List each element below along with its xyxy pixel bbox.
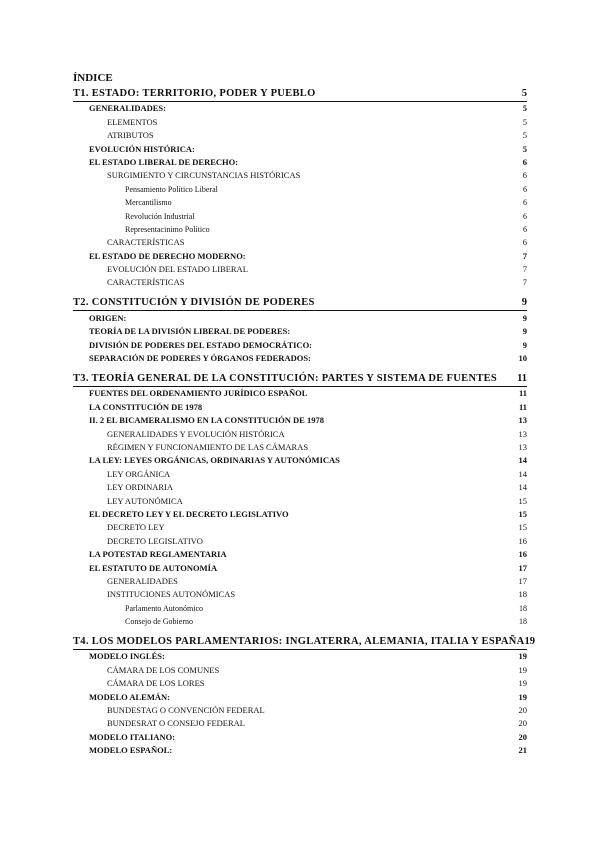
toc-page-number: 6 [522, 170, 527, 181]
toc-entry[interactable] [73, 650, 527, 663]
toc-entry-text: EL ESTADO DE DERECHO MODERNO: [89, 250, 246, 261]
toc-entry[interactable] [73, 156, 527, 169]
toc-entry[interactable] [73, 263, 527, 276]
toc-page-number: 17 [518, 562, 527, 573]
toc-page-number: 14 [518, 455, 527, 466]
toc-entry-text: T3. TEORÍA GENERAL DE LA CONSTITUCIÓN: PARTES Y SISTEMA DE FUENTES [73, 373, 498, 385]
toc-entry-text: GENERALIDADES Y EVOLUCIÓN HISTÓRICA [107, 428, 285, 439]
toc-entry-text: BUNDESRAT O CONSEJO FEDERAL [107, 718, 245, 729]
toc-entry[interactable] [73, 441, 527, 454]
toc-entry-text: RÉGIMEN Y FUNCIONAMIENTO DE LAS CÁMARAS [107, 441, 309, 452]
toc-entry[interactable] [73, 663, 527, 676]
toc-entry[interactable] [73, 223, 527, 236]
toc-chapter[interactable] [73, 634, 536, 650]
toc-page-number: 6 [523, 224, 527, 234]
toc-entry[interactable] [73, 690, 527, 703]
toc-page-number: 20 [518, 705, 527, 716]
toc-entry-text: T1. ESTADO: TERRITORIO, PODER Y PUEBLO [73, 88, 316, 99]
toc-entry-text: T4. LOS MODELOS PARLAMENTARIOS: INGLATERRA, ALEMANIA, ITALIA Y ESPAÑA [73, 636, 525, 648]
toc-page-number: 19 [518, 651, 527, 662]
toc-page-number: 16 [518, 535, 527, 546]
toc-entry[interactable] [73, 325, 527, 338]
toc-page-number: 11 [518, 401, 527, 412]
toc-page-number: 19 [518, 664, 527, 675]
toc-entry-text: MODELO ESPAÑOL: [89, 745, 173, 756]
toc-entry[interactable] [73, 249, 527, 262]
toc-page-number: 5 [522, 103, 527, 114]
toc-entry-text: CARACTERÍSTICAS [107, 277, 185, 288]
toc-page-number: 14 [518, 482, 527, 493]
toc-entry-text: MODELO INGLÉS: [89, 651, 165, 662]
toc-entry-text: II. 2 EL BICAMERALISMO EN LA CONSTITUCIÓN DE 1978 [89, 415, 324, 426]
toc-entry-text: FUENTES DEL ORDENAMIENTO JURÍDICO ESPAÑOL [89, 388, 308, 399]
toc-page-number: 15 [518, 522, 527, 533]
toc-page-number: 9 [522, 312, 527, 323]
toc-page-number: 17 [518, 575, 527, 586]
toc-chapter[interactable] [73, 86, 527, 102]
toc-entry[interactable] [73, 730, 527, 743]
toc-entry-text: DECRETO LEY [107, 522, 165, 533]
toc-page-number: 11 [517, 373, 527, 385]
toc-entry[interactable] [73, 276, 527, 289]
toc-entry-text: MODELO ALEMÁN: [89, 691, 170, 702]
toc-entry-text: ELEMENTOS [107, 116, 158, 127]
toc-page-number: 19 [518, 691, 527, 702]
toc-entry[interactable] [73, 387, 527, 400]
toc-entry-text: Mercantilismo [125, 198, 172, 208]
toc-entry-text: Representacinimo Político [125, 224, 210, 234]
toc-page-number: 18 [519, 603, 527, 613]
toc-page-number: 5 [522, 143, 527, 154]
toc-entry-text: EL ESTADO LIBERAL DE DERECHO: [89, 156, 239, 167]
toc-entry[interactable] [73, 615, 527, 628]
toc-entry-text: SEPARACIÓN DE PODERES Y ÓRGANOS FEDERADOS: [89, 353, 311, 364]
toc-entry[interactable] [73, 704, 527, 717]
toc-entry[interactable] [73, 548, 527, 561]
toc-entry-text: Consejo de Gobierno [125, 617, 193, 627]
toc-entry[interactable] [73, 454, 527, 467]
toc-entry[interactable] [73, 115, 527, 128]
toc-page-number: 20 [518, 731, 527, 742]
toc-entry[interactable] [73, 521, 527, 534]
toc-entry[interactable] [73, 169, 527, 182]
toc-page-number: 21 [518, 745, 527, 756]
toc-entry[interactable] [73, 508, 527, 521]
toc-page-number: 9 [522, 326, 527, 337]
toc-page-number: 5 [521, 88, 527, 99]
toc-entry-text: EL ESTATUTO DE AUTONOMÍA [89, 562, 218, 573]
toc-entry[interactable] [73, 400, 527, 413]
toc-entry-text: LA POTESTAD REGLAMENTARIA [89, 549, 227, 560]
toc-entry-text: DIVISIÓN DE PODERES DEL ESTADO DEMOCRÁTICO: [89, 339, 313, 350]
toc-entry-text: ORIGEN: [89, 312, 127, 323]
toc-page-number: 13 [518, 441, 527, 452]
toc-entry[interactable] [73, 209, 527, 222]
toc-page-number: 5 [522, 116, 527, 127]
toc-entry[interactable] [73, 196, 527, 209]
toc-entry[interactable] [73, 352, 527, 365]
toc-page-number: 7 [522, 264, 527, 275]
toc-entry[interactable] [73, 102, 527, 115]
toc-entry-text: BUNDESTAG O CONVENCIÓN FEDERAL [107, 705, 265, 716]
toc-entry[interactable] [73, 414, 527, 427]
toc-entry[interactable] [73, 129, 527, 142]
toc-entry-text: T2. CONSTITUCIÓN Y DIVISIÓN DE PODERES [73, 297, 315, 309]
toc-page-number: 16 [518, 549, 527, 560]
toc-page-number: 19 [518, 678, 527, 689]
toc-page-number: 13 [518, 428, 527, 439]
toc-entry[interactable] [73, 481, 527, 494]
toc-entry-text: Revolución Industrial [125, 211, 195, 221]
toc-entry[interactable] [73, 311, 527, 324]
toc-entry-text: EL DECRETO LEY Y EL DECRETO LEGISLATIVO [89, 508, 289, 519]
toc-entry[interactable] [73, 427, 527, 440]
toc-entry[interactable] [73, 588, 527, 601]
toc-entry[interactable] [73, 601, 527, 614]
toc-entry[interactable] [73, 561, 527, 574]
toc-entry[interactable] [73, 534, 527, 547]
toc-entry-text: SURGIMIENTO Y CIRCUNSTANCIAS HISTÓRICAS [107, 170, 301, 181]
toc-entry[interactable] [73, 236, 527, 249]
toc-entry[interactable] [73, 717, 527, 730]
toc-page-number: 18 [519, 617, 527, 627]
toc-entry[interactable] [73, 142, 527, 155]
toc-entry[interactable] [73, 744, 527, 757]
toc-page-number: 15 [518, 508, 527, 519]
toc-entry[interactable] [73, 182, 527, 195]
toc-page-number: 6 [522, 156, 527, 167]
toc-entry-text: EVOLUCIÓN DEL ESTADO LIBERAL [107, 264, 248, 275]
toc-page-number: 6 [523, 211, 527, 221]
toc-page-number: 15 [518, 495, 527, 506]
toc-entry-text: CÁMARA DE LOS LORES [107, 678, 205, 689]
toc-entry-text: LEY ORGÁNICA [107, 468, 171, 479]
toc-page-number: 9 [521, 297, 527, 309]
toc-entry[interactable] [73, 494, 527, 507]
toc-entry-text: CARACTERÍSTICAS [107, 237, 185, 248]
table-of-contents [73, 70, 536, 757]
toc-page-number: 5 [522, 130, 527, 141]
toc-page-number: 14 [518, 468, 527, 479]
toc-entry-text: LEY ORDINARIA [107, 482, 174, 493]
toc-entry-text: CÁMARA DE LOS COMUNES [107, 664, 220, 675]
toc-page-number: 10 [518, 353, 527, 364]
toc-page-number: 6 [522, 237, 527, 248]
toc-page-number: 9 [522, 339, 527, 350]
toc-entry-text: Parlamento Autonómico [125, 603, 203, 613]
toc-page-number: 20 [518, 718, 527, 729]
toc-entry[interactable] [73, 575, 527, 588]
toc-page-number: 7 [522, 277, 527, 288]
toc-entry-text: GENERALIDADES [107, 575, 178, 586]
toc-entry-text: EVOLUCIÓN HISTÓRICA: [89, 143, 195, 154]
toc-entry-text: LEY AUTONÓMICA [107, 495, 183, 506]
toc-entry-text: GENERALIDADES: [89, 103, 166, 114]
toc-entry-text: LA LEY: LEYES ORGÁNICAS, ORDINARIAS Y AUTONÓMICAS [89, 455, 340, 466]
toc-chapter[interactable] [73, 371, 527, 387]
toc-page-number: 6 [523, 198, 527, 208]
toc-list [73, 86, 536, 757]
toc-page-number: 19 [524, 636, 536, 648]
toc-entry[interactable] [73, 467, 527, 480]
toc-entry-text: LA CONSTITUCIÓN DE 1978 [89, 401, 203, 412]
toc-page-number: 6 [523, 184, 527, 194]
index-title: ÍNDICE [73, 72, 113, 84]
toc-entry-text: INSTITUCIONES AUTONÓMICAS [107, 589, 236, 600]
toc-entry-text: MODELO ITALIANO: [89, 731, 176, 742]
toc-page-number: 13 [518, 415, 527, 426]
toc-page-number: 11 [518, 388, 527, 399]
toc-entry[interactable] [73, 677, 527, 690]
toc-entry-text: DECRETO LEGISLATIVO [107, 535, 203, 546]
toc-page-number: 18 [518, 589, 527, 600]
toc-entry-text: TEORÍA DE LA DIVISIÓN LIBERAL DE PODERES: [89, 326, 291, 337]
toc-chapter[interactable] [73, 295, 527, 311]
toc-entry-text: Pensamiento Político Liberal [125, 184, 218, 194]
toc-page-number: 7 [522, 250, 527, 261]
toc-entry[interactable] [73, 338, 527, 351]
toc-entry-text: ATRIBUTOS [107, 130, 154, 141]
